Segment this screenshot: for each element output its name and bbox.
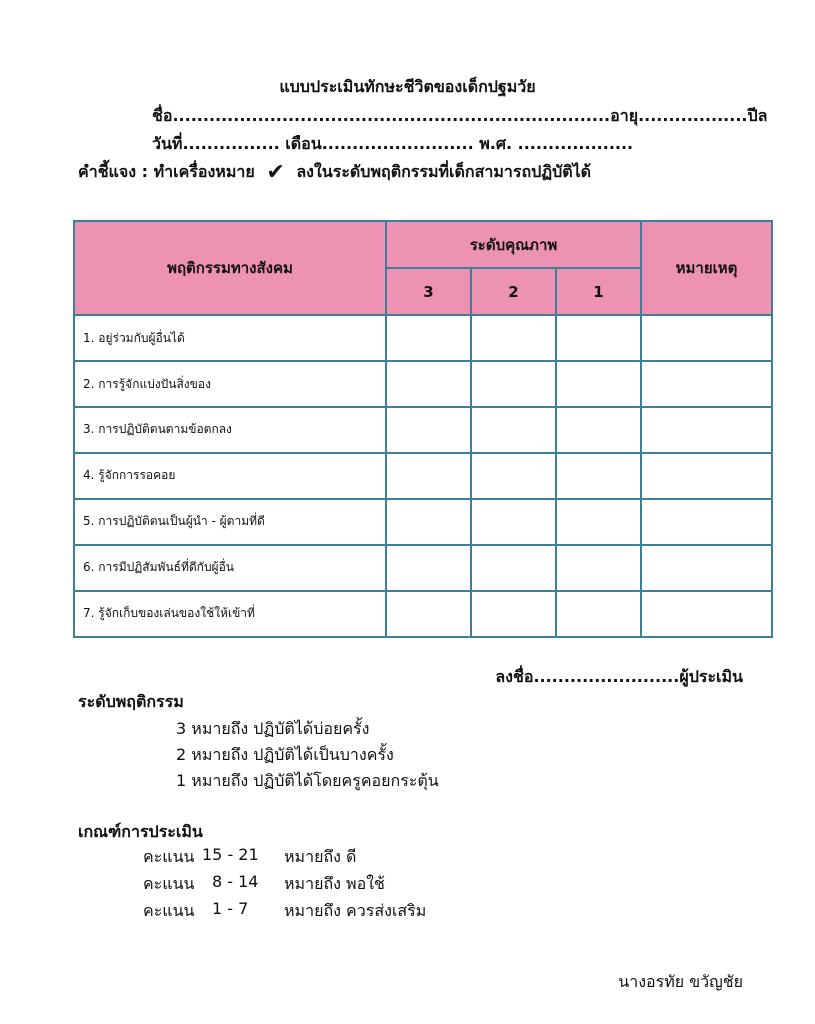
behavior-item: 2. การรู้จักแบ่งปันสิ่งของ bbox=[74, 361, 386, 407]
criteria-range: 1 - 7 bbox=[212, 899, 249, 918]
note-cell[interactable] bbox=[641, 499, 772, 545]
level-2-cell[interactable] bbox=[471, 453, 556, 499]
note-cell[interactable] bbox=[641, 591, 772, 637]
criteria-meaning: หมายถึง ควรส่งเสริม bbox=[284, 901, 427, 920]
header-level-1: 1 bbox=[556, 268, 641, 315]
evaluator-signature-line: ลงชื่อ........................ผู้ประเมิน bbox=[495, 667, 743, 686]
table-row bbox=[74, 407, 772, 453]
level-3-cell[interactable] bbox=[386, 453, 471, 499]
table-row bbox=[74, 453, 772, 499]
date-line: วันที่................ เดือน......................... พ.ศ. ................... bbox=[152, 134, 634, 153]
level-2-cell[interactable] bbox=[471, 407, 556, 453]
check-mark-icon: ✔ bbox=[266, 160, 285, 185]
level-2-cell[interactable] bbox=[471, 591, 556, 637]
table-row bbox=[74, 499, 772, 545]
level-3-cell[interactable] bbox=[386, 361, 471, 407]
behavior-item: 7. รู้จักเก็บของเล่นของใช้ให้เข้าที่ bbox=[74, 591, 386, 637]
note-cell[interactable] bbox=[641, 361, 772, 407]
behavior-item: 4. รู้จักการรอคอย bbox=[74, 453, 386, 499]
criteria-label: คะแนน bbox=[143, 847, 195, 866]
criteria-meaning: หมายถึง ดี bbox=[284, 847, 357, 866]
instruction-text-after: ลงในระดับพฤติกรรมที่เด็กสามารถปฏิบัติได้ bbox=[296, 162, 592, 181]
behavior-item: 1. อยู่ร่วมกับผู้อื่นได้ bbox=[74, 315, 386, 361]
criteria-meaning: หมายถึง พอใช้ bbox=[284, 874, 385, 893]
level-3-cell[interactable] bbox=[386, 407, 471, 453]
note-cell[interactable] bbox=[641, 407, 772, 453]
level-1-cell[interactable] bbox=[556, 545, 641, 591]
level-3-cell[interactable] bbox=[386, 591, 471, 637]
criteria-label: คะแนน bbox=[143, 901, 195, 920]
level-2-cell[interactable] bbox=[471, 361, 556, 407]
level-1-cell[interactable] bbox=[556, 453, 641, 499]
level-1-description: 1 หมายถึง ปฏิบัติได้โดยครูคอยกระตุ้น bbox=[176, 771, 439, 790]
header-quality-level: ระดับคุณภาพ bbox=[386, 221, 641, 268]
behavior-levels-heading: ระดับพฤติกรรม bbox=[78, 692, 184, 711]
level-2-cell[interactable] bbox=[471, 499, 556, 545]
level-2-description: 2 หมายถึง ปฏิบัติได้เป็นบางครั้ง bbox=[176, 745, 394, 764]
criteria-heading: เกณฑ์การประเมิน bbox=[78, 822, 203, 841]
criteria-label: คะแนน bbox=[143, 874, 195, 893]
header-level-2: 2 bbox=[471, 268, 556, 315]
behavior-item: 3. การปฏิบัติตนตามข้อตกลง bbox=[74, 407, 386, 453]
level-1-cell[interactable] bbox=[556, 361, 641, 407]
level-1-cell[interactable] bbox=[556, 499, 641, 545]
level-2-cell[interactable] bbox=[471, 315, 556, 361]
behavior-item: 5. การปฏิบัติตนเป็นผู้นำ - ผู้ตามที่ดี bbox=[74, 499, 386, 545]
header-level-3: 3 bbox=[386, 268, 471, 315]
table-row bbox=[74, 545, 772, 591]
level-3-description: 3 หมายถึง ปฏิบัติได้บ่อยครั้ง bbox=[176, 719, 370, 738]
table-row bbox=[74, 361, 772, 407]
note-cell[interactable] bbox=[641, 315, 772, 361]
instruction-text-before: คำชี้แจง : ทำเครื่องหมาย bbox=[78, 162, 255, 181]
criteria-range: 15 - 21 bbox=[202, 845, 259, 864]
form-title: แบบประเมินทักษะชีวิตของเด็กปฐมวัย bbox=[279, 77, 536, 96]
note-cell[interactable] bbox=[641, 453, 772, 499]
level-3-cell[interactable] bbox=[386, 545, 471, 591]
table-row bbox=[74, 591, 772, 637]
level-3-cell[interactable] bbox=[386, 499, 471, 545]
evaluation-table bbox=[73, 220, 773, 638]
criteria-range: 8 - 14 bbox=[212, 872, 259, 891]
level-1-cell[interactable] bbox=[556, 591, 641, 637]
name-age-line: ชื่อ........................................................................อายุ..................ปีล bbox=[152, 106, 768, 125]
instruction-line bbox=[78, 160, 591, 185]
author-name: นางอรทัย ขวัญชัย bbox=[618, 972, 743, 991]
level-3-cell[interactable] bbox=[386, 315, 471, 361]
behavior-item: 6. การมีปฏิสัมพันธ์ที่ดีกับผู้อื่น bbox=[74, 545, 386, 591]
level-2-cell[interactable] bbox=[471, 545, 556, 591]
level-1-cell[interactable] bbox=[556, 315, 641, 361]
level-1-cell[interactable] bbox=[556, 407, 641, 453]
table-row bbox=[74, 315, 772, 361]
header-behavior: พฤติกรรมทางสังคม bbox=[74, 221, 386, 315]
note-cell[interactable] bbox=[641, 545, 772, 591]
header-note: หมายเหตุ bbox=[641, 221, 772, 315]
